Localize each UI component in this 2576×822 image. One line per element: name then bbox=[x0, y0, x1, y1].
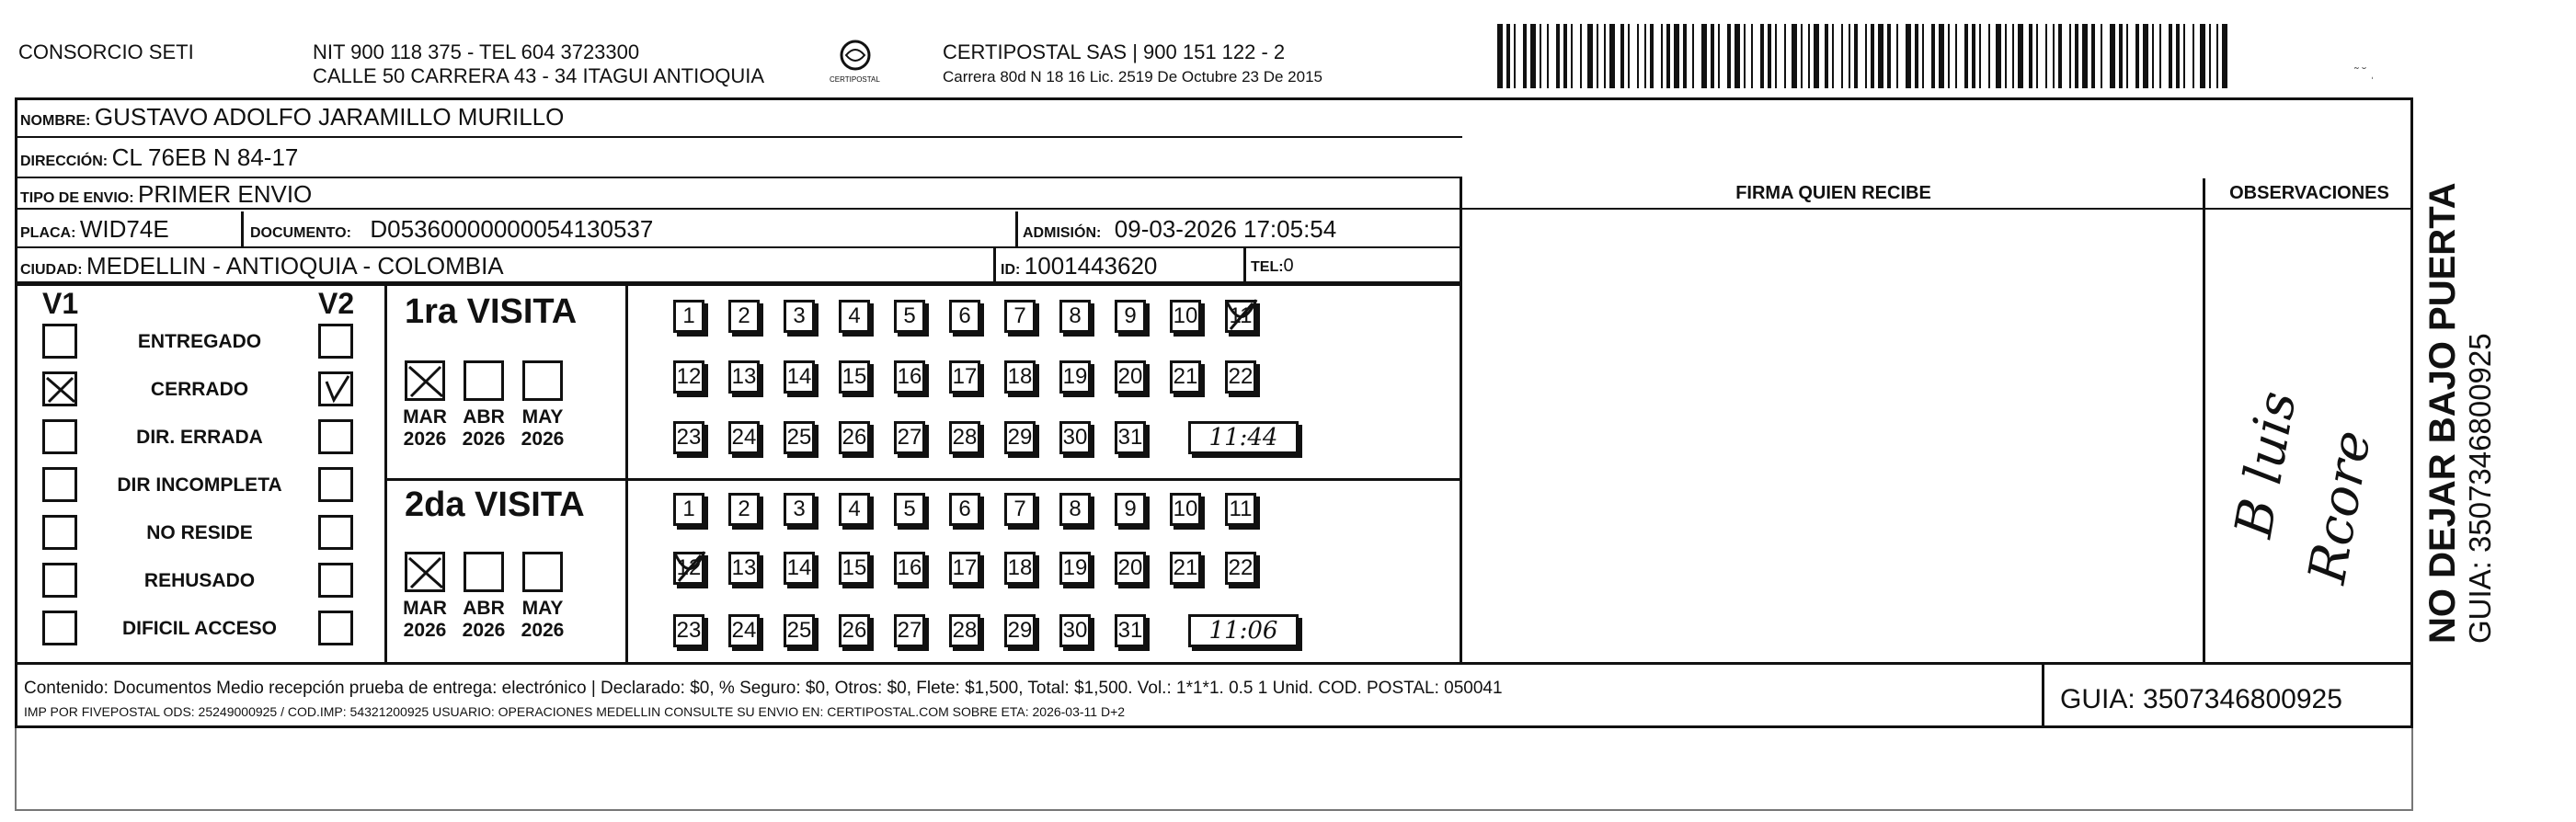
barcode-bar bbox=[1906, 24, 1911, 88]
day-box[interactable]: 9 bbox=[1115, 300, 1146, 333]
day-box[interactable]: 23 bbox=[673, 614, 704, 647]
barcode-bar bbox=[1878, 24, 1883, 88]
month-name: ABR bbox=[463, 598, 505, 619]
barcode-bar bbox=[1609, 24, 1615, 88]
x-mark-icon bbox=[45, 374, 76, 405]
barcode-bar bbox=[1808, 24, 1810, 88]
barcode-bar bbox=[1854, 24, 1858, 88]
month-name: MAR bbox=[403, 406, 447, 428]
month-name: MAY bbox=[521, 406, 564, 428]
day-box[interactable]: 6 bbox=[949, 300, 980, 333]
day-box[interactable]: 30 bbox=[1059, 614, 1091, 647]
barcode-bar bbox=[1979, 24, 1981, 88]
barcode-bar bbox=[1988, 24, 1990, 88]
status-v1-checkbox[interactable] bbox=[42, 467, 77, 502]
id-field bbox=[1001, 252, 1157, 280]
day-box[interactable]: 14 bbox=[784, 360, 815, 394]
month-year: 2026 bbox=[521, 620, 565, 641]
day-box[interactable]: 22 bbox=[1225, 552, 1256, 585]
barcode-bar bbox=[1744, 24, 1746, 88]
barcode-bar bbox=[1887, 24, 1891, 88]
day-box[interactable]: 8 bbox=[1059, 493, 1091, 526]
barcode-bar bbox=[1547, 24, 1549, 88]
nombre-field bbox=[20, 103, 564, 131]
barcode-bar bbox=[1523, 24, 1527, 88]
visit-time-box[interactable]: 11:44 bbox=[1188, 421, 1299, 454]
placa-label: PLACA: bbox=[20, 225, 76, 241]
tel-value: 0 bbox=[1283, 256, 1294, 276]
day-box[interactable]: 17 bbox=[949, 360, 980, 394]
status-option-label: REHUSADO bbox=[143, 570, 256, 591]
status-option-label: CERRADO bbox=[150, 379, 249, 400]
month-checkbox[interactable] bbox=[464, 552, 504, 592]
id-label: ID: bbox=[1001, 262, 1021, 278]
day-box[interactable]: 20 bbox=[1115, 360, 1146, 394]
month-year: 2026 bbox=[403, 620, 447, 641]
barcode-bar bbox=[1644, 24, 1646, 88]
status-option-label: ENTREGADO bbox=[137, 331, 262, 352]
day-box[interactable]: 9 bbox=[1115, 493, 1146, 526]
barcode-bar bbox=[1571, 24, 1573, 88]
logo-text: CERTIPOSTAL bbox=[830, 75, 880, 84]
barcode-bar bbox=[2169, 24, 2172, 88]
divider bbox=[384, 478, 1462, 481]
lower-margin-frame bbox=[15, 728, 2413, 811]
barcode bbox=[1497, 24, 2235, 94]
day-box[interactable]: 25 bbox=[784, 614, 815, 647]
month-year: 2026 bbox=[462, 428, 506, 450]
status-v1-checkbox[interactable] bbox=[42, 563, 77, 598]
check-mark-icon bbox=[321, 374, 352, 405]
barcode-bar bbox=[1701, 24, 1707, 88]
courier-line2: Carrera 80d N 18 16 Lic. 2519 De Octubre 23 De 2015 bbox=[943, 68, 1322, 86]
barcode-bar bbox=[1964, 24, 1968, 88]
status-v2-checkbox[interactable] bbox=[318, 563, 353, 598]
day-box[interactable]: 16 bbox=[894, 360, 925, 394]
courier-line1: CERTIPOSTAL SAS | 900 151 122 - 2 bbox=[943, 40, 1286, 63]
day-box[interactable]: 21 bbox=[1170, 552, 1201, 585]
no-dejar-bajo-puerta: NO DEJAR BAJO PUERTA bbox=[2422, 182, 2463, 644]
day-box[interactable]: 12 bbox=[673, 360, 704, 394]
day-box[interactable]: 3 bbox=[784, 493, 815, 526]
observation-handwriting-1: B luis bbox=[2224, 386, 2308, 542]
day-box[interactable]: 26 bbox=[839, 614, 870, 647]
barcode-bar bbox=[1972, 24, 1975, 88]
observation-handwriting-2: Rcore bbox=[2297, 426, 2384, 588]
barcode-bar bbox=[1955, 24, 1957, 88]
day-box[interactable]: 21 bbox=[1170, 360, 1201, 394]
documento-label: DOCUMENTO: bbox=[250, 225, 351, 241]
barcode-bar bbox=[1650, 24, 1654, 88]
barcode-bar bbox=[1628, 24, 1630, 88]
day-box[interactable]: 7 bbox=[1004, 300, 1036, 333]
visit-time-box[interactable]: 11:06 bbox=[1188, 614, 1299, 647]
barcode-bar bbox=[1683, 24, 1687, 88]
day-box[interactable]: 10 bbox=[1170, 493, 1201, 526]
month-label bbox=[515, 598, 570, 642]
barcode-bar bbox=[2082, 24, 2088, 88]
divider bbox=[1015, 211, 1018, 248]
divider bbox=[1243, 248, 1246, 283]
documento-value: D05360000000054130537 bbox=[370, 215, 654, 243]
nombre-value: GUSTAVO ADOLFO JARAMILLO MURILLO bbox=[94, 103, 565, 131]
barcode-bar bbox=[1637, 24, 1639, 88]
barcode-bar bbox=[1666, 24, 1670, 88]
barcode-bar bbox=[1674, 24, 1679, 88]
day-box[interactable]: 22 bbox=[1225, 360, 1256, 394]
barcode-bar bbox=[1832, 24, 1834, 88]
ciudad-label: CIUDAD: bbox=[20, 262, 83, 278]
status-v2-checkbox[interactable] bbox=[318, 324, 353, 359]
direccion-value: CL 76EB N 84-17 bbox=[111, 143, 299, 171]
day-box[interactable]: 8 bbox=[1059, 300, 1091, 333]
status-v1-checkbox[interactable] bbox=[42, 611, 77, 645]
barcode-bar bbox=[2005, 24, 2007, 88]
barcode-bar bbox=[1775, 24, 1777, 88]
barcode-bar bbox=[1865, 24, 1867, 88]
status-option-label: DIR INCOMPLETA bbox=[117, 474, 282, 496]
day-box[interactable]: 5 bbox=[894, 300, 925, 333]
barcode-bar bbox=[2176, 24, 2180, 88]
ciudad-field bbox=[20, 252, 504, 280]
day-box[interactable]: 5 bbox=[894, 493, 925, 526]
divider bbox=[1460, 178, 1462, 664]
barcode-bar bbox=[1996, 24, 2001, 88]
month-checkbox[interactable] bbox=[405, 552, 445, 592]
direccion-field bbox=[20, 143, 298, 172]
barcode-bar bbox=[1604, 24, 1606, 88]
barcode-bar bbox=[1530, 24, 1536, 88]
day-box[interactable]: 3 bbox=[784, 300, 815, 333]
day-box[interactable]: 4 bbox=[839, 300, 870, 333]
direccion-label: DIRECCIÓN: bbox=[20, 154, 109, 169]
tel-field bbox=[1251, 256, 1294, 277]
status-option-label: DIR. ERRADA bbox=[136, 427, 263, 448]
barcode-bar bbox=[2222, 24, 2227, 88]
nit-line1: NIT 900 118 375 - TEL 604 3723300 bbox=[313, 40, 640, 63]
barcode-bar bbox=[2152, 24, 2154, 88]
observaciones-header bbox=[2205, 178, 2413, 210]
barcode-bar bbox=[2216, 24, 2218, 88]
second-visit-title: 2da VISITA bbox=[405, 485, 585, 524]
day-box[interactable]: 11 bbox=[1225, 493, 1256, 526]
barcode-bar bbox=[1849, 24, 1850, 88]
day-box[interactable]: 19 bbox=[1059, 552, 1091, 585]
day-box[interactable]: 24 bbox=[728, 614, 760, 647]
barcode-bar bbox=[1556, 24, 1560, 88]
month-label bbox=[397, 598, 452, 642]
barcode-bar bbox=[1597, 24, 1598, 88]
side-guia: GUIA: 3507346800925 bbox=[2463, 333, 2497, 644]
day-box[interactable]: 12 bbox=[673, 552, 704, 585]
day-box[interactable]: 31 bbox=[1115, 421, 1146, 454]
barcode-bar bbox=[1718, 24, 1720, 88]
day-box[interactable]: 26 bbox=[839, 421, 870, 454]
day-box[interactable]: 20 bbox=[1115, 552, 1146, 585]
tipo-value: PRIMER ENVIO bbox=[138, 180, 313, 208]
barcode-bar bbox=[1563, 24, 1567, 88]
day-box[interactable]: 27 bbox=[894, 614, 925, 647]
divider bbox=[2042, 664, 2044, 728]
barcode-bar bbox=[2126, 24, 2128, 88]
status-v1-checkbox[interactable] bbox=[42, 515, 77, 550]
day-box[interactable]: 24 bbox=[728, 421, 760, 454]
logo-icon bbox=[835, 39, 876, 75]
status-v2-checkbox[interactable] bbox=[318, 419, 353, 454]
day-box[interactable]: 25 bbox=[784, 421, 815, 454]
status-v1-checkbox[interactable] bbox=[42, 324, 77, 359]
admision-label: ADMISIÓN: bbox=[1023, 225, 1102, 241]
barcode-bar bbox=[1948, 24, 1950, 88]
observaciones-label: OBSERVACIONES bbox=[2229, 183, 2389, 203]
month-name: MAY bbox=[521, 598, 564, 619]
day-box[interactable]: 28 bbox=[949, 614, 980, 647]
corner-scribble: ˜ ˘ ˌ bbox=[2354, 64, 2375, 79]
barcode-bar bbox=[1497, 24, 1503, 88]
day-box[interactable]: 11 bbox=[1225, 300, 1256, 333]
day-box[interactable]: 14 bbox=[784, 552, 815, 585]
barcode-bar bbox=[1735, 24, 1740, 88]
placa-field bbox=[20, 215, 169, 244]
day-box[interactable]: 23 bbox=[673, 421, 704, 454]
id-value: 1001443620 bbox=[1024, 252, 1158, 280]
ciudad-value: MEDELLIN - ANTIOQUIA - COLOMBIA bbox=[86, 252, 504, 280]
month-name: MAR bbox=[403, 598, 447, 619]
barcode-bar bbox=[2091, 24, 2095, 88]
tipo-field bbox=[20, 180, 312, 209]
day-box[interactable]: 18 bbox=[1004, 360, 1036, 394]
barcode-bar bbox=[2183, 24, 2185, 88]
side-text bbox=[2422, 182, 2498, 644]
company-name: CONSORCIO SETI bbox=[18, 40, 194, 63]
month-label bbox=[456, 406, 511, 451]
admision-field bbox=[1023, 215, 1336, 244]
barcode-bar bbox=[2075, 24, 2078, 88]
v2-label: V2 bbox=[318, 287, 355, 320]
divider bbox=[625, 286, 628, 664]
barcode-bar bbox=[2053, 24, 2055, 88]
barcode-bar bbox=[2209, 24, 2211, 88]
status-v2-checkbox[interactable] bbox=[318, 467, 353, 502]
barcode-bar bbox=[1825, 24, 1828, 88]
month-year: 2026 bbox=[462, 620, 506, 641]
day-box[interactable]: 1 bbox=[673, 493, 704, 526]
status-option-label: NO RESIDE bbox=[146, 522, 253, 543]
day-box[interactable]: 30 bbox=[1059, 421, 1091, 454]
tel-label: TEL: bbox=[1251, 259, 1284, 275]
barcode-bar bbox=[1540, 24, 1541, 88]
day-box[interactable]: 2 bbox=[728, 493, 760, 526]
barcode-bar bbox=[1896, 24, 1898, 88]
barcode-bar bbox=[1506, 24, 1510, 88]
barcode-bar bbox=[2200, 24, 2205, 88]
barcode-bar bbox=[1768, 24, 1771, 88]
barcode-bar bbox=[2058, 24, 2062, 88]
barcode-bar bbox=[2110, 24, 2115, 88]
barcode-bar bbox=[1931, 24, 1935, 88]
barcode-bar bbox=[2036, 24, 2038, 88]
x-mark-icon bbox=[407, 363, 444, 400]
month-checkbox[interactable] bbox=[522, 552, 563, 592]
month-checkbox[interactable] bbox=[464, 360, 504, 401]
status-v1-checkbox[interactable] bbox=[42, 371, 77, 406]
barcode-bar bbox=[1692, 24, 1694, 88]
month-label bbox=[515, 406, 570, 451]
barcode-bar bbox=[2018, 24, 2023, 88]
barcode-bar bbox=[2012, 24, 2014, 88]
barcode-bar bbox=[1871, 24, 1874, 88]
footer-content: Contenido: Documentos Medio recepción prueba de entrega: electrónico | Declarado: $0, % Seguro: $0, Otros: $0, Flete: $1,500, Total: $1,500. Vol.: 1*1*1. 0.5 1 Unid. COD. POSTAL: 050041 bbox=[24, 679, 1503, 698]
barcode-bar bbox=[1760, 24, 1764, 88]
month-year: 2026 bbox=[403, 428, 447, 450]
status-v1-checkbox[interactable] bbox=[42, 419, 77, 454]
barcode-bar bbox=[1792, 24, 1797, 88]
divider bbox=[241, 211, 244, 248]
divider bbox=[15, 283, 1462, 286]
day-box[interactable]: 27 bbox=[894, 421, 925, 454]
x-mark-icon bbox=[671, 548, 708, 593]
day-box[interactable]: 19 bbox=[1059, 360, 1091, 394]
day-box[interactable]: 18 bbox=[1004, 552, 1036, 585]
barcode-bar bbox=[1915, 24, 1918, 88]
barcode-bar bbox=[1801, 24, 1803, 88]
month-label bbox=[397, 406, 452, 451]
day-box[interactable]: 13 bbox=[728, 360, 760, 394]
observaciones-area bbox=[2205, 210, 2413, 664]
firma-header bbox=[1462, 178, 2204, 210]
placa-value: WID74E bbox=[79, 215, 169, 243]
barcode-bar bbox=[1514, 24, 1516, 88]
barcode-bar bbox=[1661, 24, 1663, 88]
day-box[interactable]: 29 bbox=[1004, 421, 1036, 454]
day-box[interactable]: 28 bbox=[949, 421, 980, 454]
status-v2-checkbox[interactable] bbox=[318, 371, 353, 406]
day-box[interactable]: 7 bbox=[1004, 493, 1036, 526]
firma-label: FIRMA QUIEN RECIBE bbox=[1735, 183, 1931, 203]
day-box[interactable]: 4 bbox=[839, 493, 870, 526]
barcode-bar bbox=[1922, 24, 1924, 88]
barcode-bar bbox=[1784, 24, 1786, 88]
month-checkbox[interactable] bbox=[405, 360, 445, 401]
nombre-label: NOMBRE: bbox=[20, 113, 91, 129]
barcode-bar bbox=[1751, 24, 1753, 88]
barcode-bar bbox=[1587, 24, 1593, 88]
day-box[interactable]: 15 bbox=[839, 360, 870, 394]
barcode-bar bbox=[2069, 24, 2071, 88]
divider bbox=[384, 286, 387, 664]
month-label bbox=[456, 598, 511, 642]
day-box[interactable]: 13 bbox=[728, 552, 760, 585]
tipo-label: TIPO DE ENVIO: bbox=[20, 190, 134, 206]
day-box[interactable]: 31 bbox=[1115, 614, 1146, 647]
divider bbox=[15, 662, 2413, 665]
day-box[interactable]: 15 bbox=[839, 552, 870, 585]
barcode-bar bbox=[2143, 24, 2148, 88]
certipostal-logo bbox=[830, 39, 880, 90]
barcode-bar bbox=[2029, 24, 2032, 88]
month-year: 2026 bbox=[521, 428, 565, 450]
v1-label: V1 bbox=[42, 287, 79, 320]
status-option-label: DIFICIL ACCESO bbox=[121, 618, 277, 639]
barcode-bar bbox=[2135, 24, 2139, 88]
first-visit-title: 1ra VISITA bbox=[405, 292, 578, 331]
barcode-bar bbox=[1814, 24, 1819, 88]
day-box[interactable]: 17 bbox=[949, 552, 980, 585]
month-checkbox[interactable] bbox=[522, 360, 563, 401]
barcode-bar bbox=[2192, 24, 2194, 88]
barcode-bar bbox=[2045, 24, 2047, 88]
day-box[interactable]: 10 bbox=[1170, 300, 1201, 333]
barcode-bar bbox=[1727, 24, 1731, 88]
day-box[interactable]: 2 bbox=[728, 300, 760, 333]
footer-print-info: IMP POR FIVEPOSTAL ODS: 25249000925 / COD.IMP: 54321200925 USUARIO: OPERACIONES MEDELLIN CONSULTE SU ENVIO EN: CERTIPOSTAL.COM SOBRE ETA: 2026-03-11 D+2 bbox=[24, 704, 1126, 719]
barcode-bar bbox=[1580, 24, 1582, 88]
day-box[interactable]: 29 bbox=[1004, 614, 1036, 647]
status-v2-checkbox[interactable] bbox=[318, 611, 353, 645]
x-mark-icon bbox=[407, 554, 444, 591]
documento-field bbox=[250, 215, 653, 244]
barcode-bar bbox=[2159, 24, 2161, 88]
barcode-bar bbox=[2101, 24, 2102, 88]
admision-value: 09-03-2026 17:05:54 bbox=[1114, 215, 1337, 243]
barcode-bar bbox=[1711, 24, 1714, 88]
divider bbox=[993, 248, 996, 283]
status-v2-checkbox[interactable] bbox=[318, 515, 353, 550]
month-name: ABR bbox=[463, 406, 505, 428]
barcode-bar bbox=[1939, 24, 1944, 88]
barcode-bar bbox=[1841, 24, 1843, 88]
day-box[interactable]: 16 bbox=[894, 552, 925, 585]
day-box[interactable]: 1 bbox=[673, 300, 704, 333]
nit-line2: CALLE 50 CARRERA 43 - 34 ITAGUI ANTIOQUIA bbox=[313, 64, 765, 87]
footer-guia: GUIA: 3507346800925 bbox=[2060, 684, 2342, 714]
barcode-bar bbox=[1620, 24, 1624, 88]
day-box[interactable]: 6 bbox=[949, 493, 980, 526]
barcode-bar bbox=[2119, 24, 2123, 88]
scribble-mark-icon bbox=[1223, 296, 1260, 341]
